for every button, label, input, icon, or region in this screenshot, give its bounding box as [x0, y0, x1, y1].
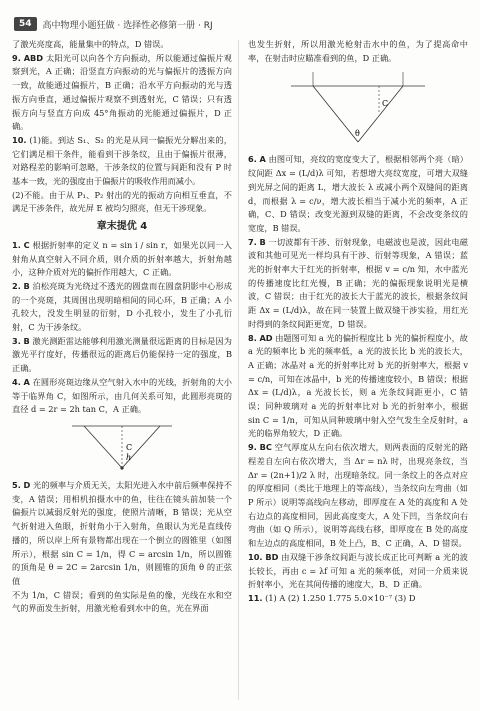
question-number: 10.: [12, 134, 27, 145]
page-header: [14, 14, 213, 34]
question-number: 6.: [248, 154, 257, 165]
explanation: 太阳光可以向各个方向振动，所以能通过偏振片观察到光，A 正确；沿竖直方向振动的光与偏振片的透振方向一致，故能通过偏振片，B 正确；沿水平方向振动的光与透振方向垂直，通过偏振片观察不到透射光，C 错误；只有透振方向与竖直方向成 45°角振动的光能通过偏振片，D 正确。: [12, 52, 232, 132]
book-title: 高中物理小题狂做 · 选择性必修第一册 · RJ: [42, 20, 213, 31]
explanation: (1)能。到达 S₁、S₂ 的光是从同一偏振光分解出来的，它们满足相干条件，能看到干涉条纹，且由于偏振片很薄，对路程差的影响可忽略，干涉条纹的位置与间距和没有 P 时基本一致，光的强度由于偏振片的吸收作用而减小。: [12, 134, 232, 187]
question-number: 3.: [12, 335, 21, 346]
explanation: 光的频率与介质无关，太阳光进入水中前后频率保持不变，A 错误；用相机拍摄水中的鱼，往往在镜头前加装一个偏振片以减弱反射光的强度，使照片清晰，B 错误；光从空气折射进入鱼眼，折射角小于入射角，鱼眼认为光是直线传播的，所以岸上所有景物都出现在一个倒立的圆锥里（如图所示），根据 sin C = 1/n，得 C = arcsin 1/n，所以圆锥的顶角是 θ = 2C = 2arcsin 1/n，则圆锥的顶角 θ 的正弦值: [12, 479, 232, 586]
question-number: 9.: [12, 52, 21, 63]
answer-key: ABD: [23, 52, 44, 63]
explanation: 一切波都有干涉、衍射现象，电磁波也是波，因此电磁波和其他可见光一样均具有干涉、衍射等现象，A 错误；蓝光的折射率大于红光的折射率，根据 v = c/n 知，水中蓝光的传播速度比红光慢，B 正确；光的偏振现象说明光是横波，C 错误；由于红光的波长大于蓝光的波长，根据条纹间距 Δx = (L/d)λ，故在同一装置上做双缝干涉实验，用红光时得到的条纹间距更宽，D 错误。: [248, 236, 468, 329]
answer-q4: [12, 376, 232, 417]
answer-q5: [12, 479, 232, 589]
answer-q9: [12, 52, 232, 134]
continued-text: 了激光亮度高，能量集中的特点，D 错误。: [12, 39, 169, 49]
continued-text: 也发生折射，所以用激光枪射击水中的鱼，为了提高命中率，在射击时应瞄准看到的鱼，D 正确。: [248, 39, 468, 63]
explanation: 根据折射率的定义 n = sin i / sin r，如果光以同一入射角从真空射入不同介质，则介质的折射率越大，折射角越小，这种介质对光的偏折作用越大，C 正确。: [12, 239, 232, 278]
question-number: 1.: [12, 239, 21, 250]
angle-label-c: C: [382, 99, 389, 109]
fish-cone-diagram: [283, 68, 433, 150]
circle-spot-diagram: [62, 420, 182, 476]
answer-key: D: [23, 479, 31, 490]
answer-q7: [248, 236, 468, 332]
cone-left: [313, 86, 358, 142]
question-number: 11.: [248, 592, 263, 603]
answer-key: B: [23, 335, 30, 346]
depth-label-h: h: [126, 452, 132, 462]
answer-key: B: [23, 280, 30, 291]
explanation: 泊松亮斑为光绕过不透光的圆盘而在圆盘阴影中心形成的一个亮斑，其周围出现明暗相间的同心环，B 正确；A 小孔较大，没发生明显的衍射，D 小孔较小，发生了小孔衍射，C 为干涉条纹。: [12, 280, 232, 333]
column-divider: [238, 40, 239, 700]
right-column: [248, 38, 468, 606]
answer-q8: [248, 332, 468, 442]
ray-left: [84, 426, 122, 468]
question-number: 7.: [248, 236, 257, 247]
answer-q6: [248, 153, 468, 235]
section-title: 章末提优 4: [96, 221, 148, 233]
cone-right: [358, 86, 403, 142]
page-number: 54: [14, 17, 37, 31]
answer-q10: [12, 134, 232, 189]
answer-q2: [12, 280, 232, 335]
question-number: 2.: [12, 280, 21, 291]
answer-q3: [12, 335, 232, 376]
left-column: [12, 38, 232, 616]
explanation: 由双缝干涉条纹间距与波长成正比可判断 a 光的波长较长，再由 c = λf 可知 a 光的频率低，对同一介质来说折射率小，光在其间传播的速度大，B、D 正确。: [248, 551, 468, 590]
answer-q5-continued: 不为 1/n，C 错误；看到的鱼实际是鱼的像，光线在水和空气的界面发生折射，用激光枪看到水中的鱼，光在界面: [12, 589, 232, 614]
question-number: 9.: [248, 442, 257, 453]
explanation: 由题图可知 a 光的偏折程度比 b 光的偏折程度小，故 a 光的频率比 b 光的频率低，a 光的波长比 b 光的波长大，A 正确；冰晶对 a 光的折射率比对 b 光的折射率大，根据 v = c/n，可知在冰晶中，b 光的传播速度较小，B 错误；根据 Δx = (L/d)λ，a 光波长长，则 a 光条纹间距更小，C 错误；同种玻璃对 a 光的折射率比对 b 光的折射率小，根据 sin C = 1/n，可知从同种玻璃中射入空气发生全反射时，a 光的临界角较大，D 正确。: [248, 332, 468, 439]
answer-q1: [12, 239, 232, 280]
answer-q10-part2: (2)不能。由于从 P₁、P₂ 射出的光的振动方向相互垂直，不满足干涉条件，故光屏 E 被均匀照亮，但无干涉现象。: [12, 189, 232, 214]
question-number: 8.: [248, 332, 257, 343]
answer-q9: [248, 441, 468, 551]
answer-key: C: [23, 239, 30, 250]
explanation: 在圆形亮斑边缘从空气射入水中的光线，折射角的大小等于临界角 C，如图所示，由几何关系可知，此圆形亮斑的直径 d = 2r = 2h tan C，A 正确。: [12, 376, 232, 415]
answer-key: A: [23, 376, 30, 387]
explanation: 空气厚度从左向右依次增大，则两表面的反射光的路程差自左向右依次增大，当 Δr = nλ 时，出现亮条纹，当 Δr = (2n+1)/2 λ 时，出现暗条纹。同一条纹上的各点对应的厚度相同（类比于地理上的等高线），当条纹向左弯曲（如 P 所示）说明等高线向左移动，即厚度在 A 处的高度和 A 处右边点的高度相同，因此高度变大，A 处下凹，当条纹向右弯曲（如 Q 所示），说明等高线右移，即厚度在 B 处的高度和左边点的高度相同，B 处上凸，B、C 正确，A、D 错误。: [248, 442, 468, 549]
answer-q11: [248, 592, 468, 606]
light-source: [120, 466, 123, 469]
answer-key: B: [259, 236, 266, 247]
explanation: 由图可知，亮纹的宽度变大了，根据相邻两个亮（暗）纹间距 Δx = (L/d)λ 可知，若想增大亮纹宽度，可增大双缝到光屏之间的距离 L，增大波长 λ 或减小两个双缝间的距离 d，而根据 λ = c/ν，增大波长相当于减小光的频率，A 正确，C、D 错误；改变光源到双缝的距离，不会改变条纹的宽度，B 错误。: [248, 154, 468, 233]
question-number: 5.: [12, 479, 21, 490]
apex-angle-label: θ: [355, 129, 360, 139]
angle-label-c: C: [126, 442, 133, 452]
question-number: 4.: [12, 376, 21, 387]
answer-q10: [248, 551, 468, 592]
answer-key: A: [259, 154, 266, 165]
explanation: 激光测距雷达能够利用激光测量很远距离的目标是因为激光平行度好，传播很远的距离后仍能保持一定的强度，B 正确。: [12, 335, 232, 374]
question-number: 10.: [248, 551, 263, 562]
answer-key: AD: [259, 332, 273, 343]
answer-key: BD: [265, 551, 279, 562]
explanation: (1) A (2) 1.250 1.775 5.0×10⁻⁷ (3) D: [265, 592, 416, 603]
answer-key: BC: [259, 442, 272, 453]
